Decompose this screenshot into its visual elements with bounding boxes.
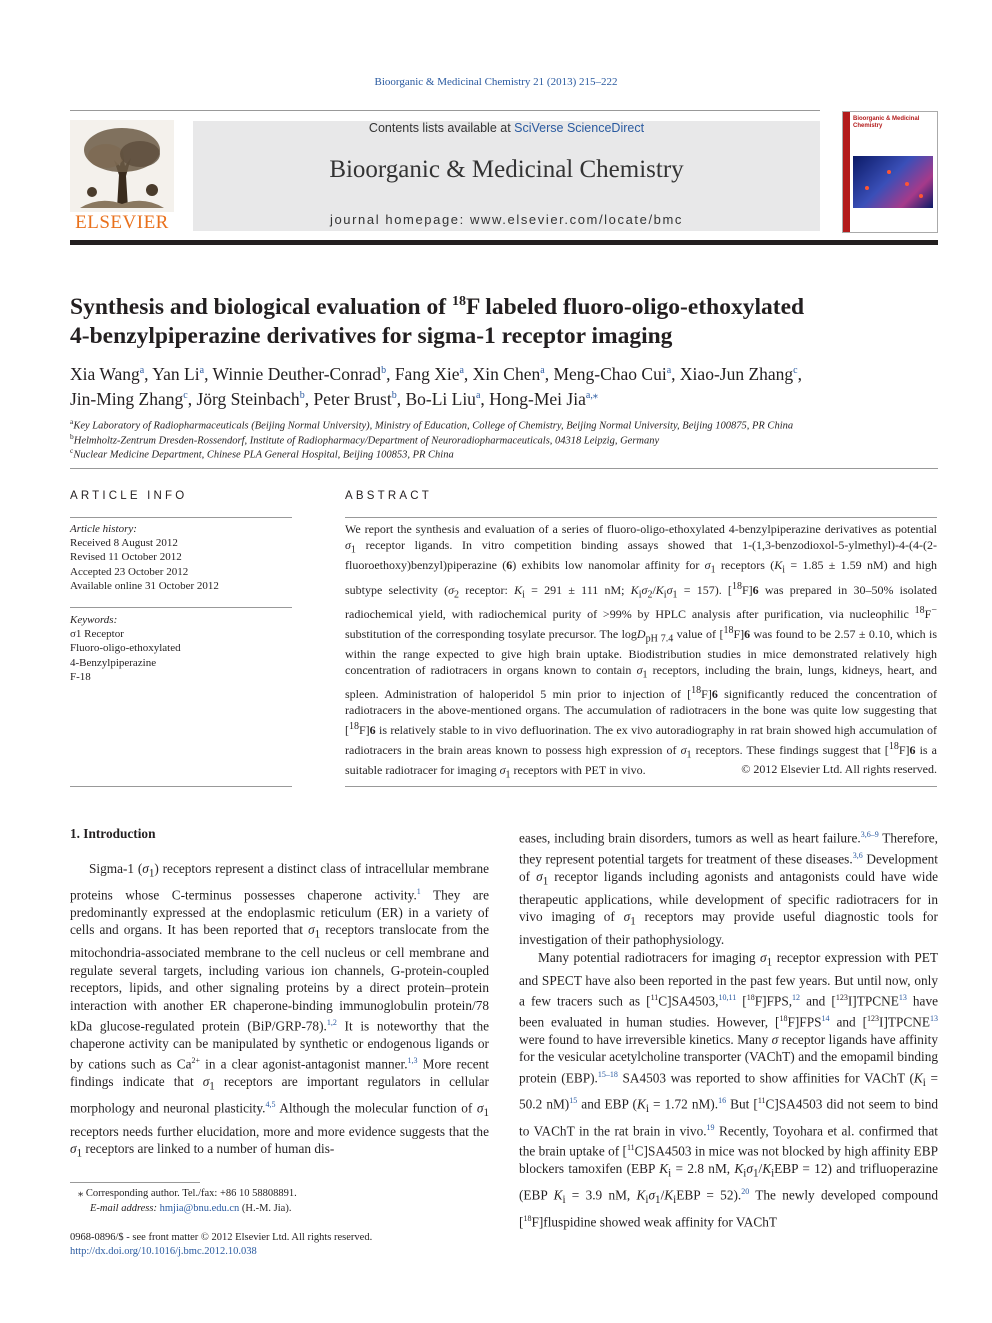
- cover-title-line-2: Chemistry: [853, 123, 883, 129]
- title-part-1: Synthesis and biological evaluation of: [70, 293, 452, 320]
- author-separator: ,: [386, 363, 395, 384]
- history-online: Available online 31 October 2012: [70, 579, 219, 592]
- corresponding-author-footnote: [70, 1186, 489, 1216]
- keyword-item: F-18: [70, 670, 91, 683]
- affiliation-text: Nuclear Medicine Department, Chinese PLA General Hospital, Beijing 100853, PR China: [73, 449, 454, 461]
- contents-prefix: Contents lists available at: [368, 121, 515, 135]
- author-affiliation-marker[interactable]: b: [381, 365, 387, 376]
- contents-line: [193, 121, 820, 135]
- title-part-3: 4-benzylpiperazine derivatives for sigma-1 receptor imaging: [70, 322, 673, 349]
- author-separator: ,: [671, 363, 680, 384]
- title-part-2: F labeled fluoro-oligo-ethoxylated: [465, 293, 805, 320]
- footnote-rule: [70, 1182, 200, 1183]
- author-name[interactable]: Fang Xie: [394, 363, 460, 384]
- author-name[interactable]: Jörg Steinbach: [196, 388, 300, 409]
- author-separator: ,: [463, 363, 473, 384]
- author-name[interactable]: Meng-Chao Cui: [553, 363, 667, 384]
- author-line-1: [70, 360, 938, 385]
- article-info: [70, 522, 292, 593]
- history-revised: Revised 11 October 2012: [70, 551, 182, 564]
- email-link[interactable]: hmjia@bnu.edu.cn: [159, 1203, 240, 1214]
- author-affiliation-marker[interactable]: a: [139, 365, 145, 376]
- copyright-line: © 2012 Elsevier Ltd. All rights reserved.: [741, 762, 937, 776]
- author-name[interactable]: Yan Li: [152, 363, 200, 384]
- journal-name: Bioorganic & Medicinal Chemistry: [329, 156, 684, 183]
- author-separator: ,: [480, 388, 490, 409]
- keywords-rule: [70, 607, 292, 608]
- author-separator: ,: [304, 388, 314, 409]
- keywords-block: [70, 613, 292, 684]
- affiliation-marker: a: [70, 417, 74, 426]
- introduction-heading: 1. Introduction: [70, 826, 156, 841]
- author-line-2: [70, 385, 938, 410]
- abstract-top-rule: [345, 517, 937, 518]
- affiliation-divider: [70, 468, 938, 469]
- author-name[interactable]: Jin-Ming Zhang: [70, 388, 184, 409]
- body-column-right: eases, including brain disorders, tumors as well as heart failure.$^{3,6-9}$ Therefore, they represent potential targets for treatment of these diseases.$^{3,6}$ Development of $\sigma_1$ receptor ligands including agonists and antagonists could have wide therapeutic applications, while development of specific radiotracers for in vivo imaging of $\sigma_1$ receptors may provide useful diagnostic tools for investigation of their pathophysiology. Many potential radiotracers for imaging $\sigma_1$ receptor expression with PET and SPECT have also been reported in the past few years. But until now, only a few tracers such as [$^{11}$C]SA4503,$^{10,11}$ [$^{18}$F]FPS,$^{12}$ and [$^{123}$I]TPCNE$^{13}$ have been evaluated in human studies. However, [$^{18}$F]FPS$^{14}$ and [$^{123}$I]TPCNE$^{13}$ were found to have irreversible kinetics. Many σ receptor ligands have affinity for the vesicular acetylcholine transporter (VAChT) and the emopamil binding protein (EBP).$^{15-18}$ SA4503 was reported to show affinities for VAChT ($K_i = 50.2$ nM)$^{15}$ and EBP ($K_i = 1.72$ nM).$^{16}$ But [$^{11}$C]SA4503 did not seem to bind to VAChT in the rat brain in vivo.$^{19}$ Recently, Toyohara et al. confirmed that the brain uptake of [$^{11}$C]SA4503 in mice was not blocked by high affinity EBP blockers tamoxifen (EBP $K_i = 2.8$ nM, $K_i\sigma_1/K_iEBP = 12$) and trifluoperazine (EBP $K_i = 3.9$ nM, $K_i\sigma_1/K_iEBP = 52).^{20}$ The newly developed compound [$^{18}$F]fluspidine showed weak affinity for VAChT: [519, 830, 939, 1230]
- cover-image: [853, 156, 933, 208]
- cover-band: [843, 112, 850, 232]
- author-separator: ,: [396, 388, 406, 409]
- author-separator: ,: [797, 363, 802, 384]
- journal-reference[interactable]: Bioorganic & Medicinal Chemistry 21 (2013) 215–222: [374, 76, 618, 88]
- affiliation-text: Key Laboratory of Radiopharmaceuticals (Beijing Normal University), Ministry of Education, College of Chemistry, Beijing Normal University, Beijing 100875, PR China: [73, 420, 794, 432]
- affiliation-marker: b: [70, 432, 74, 441]
- header-bottom-rule: [70, 240, 938, 245]
- sciverse-link[interactable]: SciVerse ScienceDirect: [514, 121, 645, 135]
- author-list: [70, 360, 938, 410]
- publication-info: [70, 1231, 489, 1259]
- body-column-left: Sigma-1 $(\sigma_1)$ receptors represent a distinct class of intracellular membrane proteins whose C-terminus possesses chaperone activity.$^1$ They are predominantly expressed at the endoplasmic reticulum (ER) in a variety of cells and organs. It has been reported that $\sigma_1$ receptors translocate from the mitochondria-associated membrane to the cell nucleus or cell membrane and regulate several targets, including various ion channels, G-protein-coupled receptors, lipids, and other signaling proteins by a direct protein–protein interaction with another ER chaperone-binding immunoglobulin protein/78 kDa glucose-regulated protein (BiP/GRP-78).$^{1,2}$ It is noteworthy that the chaperone activity can be manipulated by synthetic or endogenous ligands or by cations such as $Ca^{2+}$ in a clear agonist-antagonist manner.$^{1,3}$ More recent findings indicate that $\sigma_1$ receptors are important regulators in cellular morphology and neuronal plasticity.$^{4,5}$ Although the molecular function of $\sigma_1$ receptors needs further elucidation, more and more evidence suggests that the $\sigma_1$ receptors are linked to a number of human dis-: [70, 861, 490, 1160]
- keyword-item: 4-Benzylpiperazine: [70, 656, 157, 669]
- email-line: [70, 1201, 489, 1216]
- history-accepted: Accepted 23 October 2012: [70, 565, 189, 578]
- author-affiliation-marker[interactable]: c: [183, 389, 188, 401]
- author-affiliation-marker[interactable]: a: [199, 365, 205, 376]
- cover-title-line-1: Bioorganic & Medicinal: [853, 116, 920, 122]
- author-name[interactable]: Xin Chen: [472, 363, 541, 384]
- author-separator: ,: [204, 363, 213, 384]
- email-label: E-mail address:: [90, 1203, 160, 1214]
- header-top-rule: [70, 110, 820, 111]
- author-name[interactable]: Xia Wang: [70, 363, 140, 384]
- info-bottom-rule: [70, 786, 292, 787]
- elsevier-wordmark: ELSEVIER: [75, 212, 169, 233]
- abstract-bottom-rule: [345, 786, 937, 787]
- corresponding-line: ⁎ Corresponding author. Tel./fax: +86 10 58808891.: [78, 1188, 297, 1199]
- article-info-heading: ARTICLE INFO: [70, 490, 188, 502]
- author-separator: ,: [544, 363, 554, 384]
- doi-link[interactable]: http://dx.doi.org/10.1016/j.bmc.2012.10.038: [70, 1246, 257, 1257]
- affiliation-c: [70, 444, 938, 463]
- author-affiliation-marker[interactable]: b: [391, 389, 397, 401]
- author-affiliation-marker[interactable]: a,⁎: [585, 389, 598, 401]
- journal-cover-thumbnail[interactable]: [842, 111, 938, 233]
- issn-line: 0968-0896/$ - see front matter © 2012 Elsevier Ltd. All rights reserved.: [70, 1232, 373, 1243]
- history-received: Received 8 August 2012: [70, 537, 178, 550]
- author-affiliation-marker[interactable]: a: [475, 389, 481, 401]
- author-name[interactable]: Hong-Mei Jia: [489, 388, 586, 409]
- email-suffix: (H.-M. Jia).: [239, 1203, 292, 1214]
- affiliation-marker: c: [70, 446, 74, 455]
- abstract-text: We report the synthesis and evaluation of a series of fluoro-oligo-ethoxylated 4-benzylpiperazine derivatives as potential $\sigma_1$ receptor ligands. In vitro competition binding assays showed that 1-(1,3-benzodioxol-5-ylmethyl)-4-(4-(2-fluoroethoxy)benzyl)piperazine (6) exhibits low nanomolar affinity for $\sigma_1$ receptors ($K_i = 1.85 \pm 1.59$ nM) and high subtype selectivity ($\sigma_2$ receptor: $K_i = 291 \pm 111$ nM; $K_i\sigma_2/K_i\sigma_1 = 157$). [$^{18}$F]6 was prepared in 30–50% isolated radiochemical yield, with radiochemical purity of >99% by HPLC analysis after purification, via nucleophilic $^{18}$F− substitution of the corresponding tosylate precursor. The logD$_{pH 7.4}$ value of [$^{18}$F]6 was found to be 2.57 ± 0.10, which is within the range expected to give high brain uptake. Biodistribution studies in mice demonstrated relatively high concentration of radiotracers in organs known to contain $\sigma_1$ receptors, including the brain, lungs, kidneys, heart, and spleen. Administration of haloperidol 5 min prior to injection of [$^{18}$F]6 significantly reduced the concentration of radiotracers in the above-mentioned organs. The accumulation of radiotracers in the bone was quite low suggesting that [$^{18}$F]6 is relatively stable to in vivo defluorination. The ex vivo autoradiography in rat brain showed high accumulation of radiotracers in the brain areas known to possess high expression of $\sigma_1$ receptors. These findings suggest that [$^{18}$F]6 is a suitable radiotracer for imaging $\sigma_1$ receptors with PET in vivo.: [345, 522, 938, 781]
- cover-title: [853, 116, 919, 130]
- keyword-item: σ1 Receptor: [70, 628, 124, 641]
- author-affiliation-marker[interactable]: a: [459, 365, 464, 376]
- author-affiliation-marker[interactable]: b: [299, 389, 305, 401]
- author-separator: ,: [187, 388, 197, 409]
- author-name[interactable]: Xiao-Jun Zhang: [679, 363, 794, 384]
- info-top-rule: [70, 517, 292, 518]
- author-affiliation-marker[interactable]: a: [666, 365, 672, 376]
- title-superscript: 18: [451, 294, 466, 309]
- author-affiliation-marker[interactable]: a: [540, 365, 545, 376]
- keyword-item: Fluoro-oligo-ethoxylated: [70, 642, 181, 655]
- author-affiliation-marker[interactable]: c: [793, 365, 798, 376]
- author-separator: ,: [144, 363, 153, 384]
- history-label: Article history:: [70, 523, 137, 535]
- author-name[interactable]: Winnie Deuther-Conrad: [212, 363, 382, 384]
- article-title: [70, 287, 938, 351]
- journal-homepage[interactable]: journal homepage: www.elsevier.com/locate/bmc: [329, 212, 684, 227]
- abstract-heading: ABSTRACT: [345, 490, 432, 502]
- affiliation-text: Helmholtz-Zentrum Dresden-Rossendorf, Institute of Radiopharmacy/Department of Neuroradiopharmaceuticals, 04318 Leipzig, Germany: [73, 435, 660, 447]
- keywords-label: Keywords:: [70, 614, 118, 626]
- author-name[interactable]: Peter Brust: [313, 388, 392, 409]
- author-name[interactable]: Bo-Li Liu: [405, 388, 476, 409]
